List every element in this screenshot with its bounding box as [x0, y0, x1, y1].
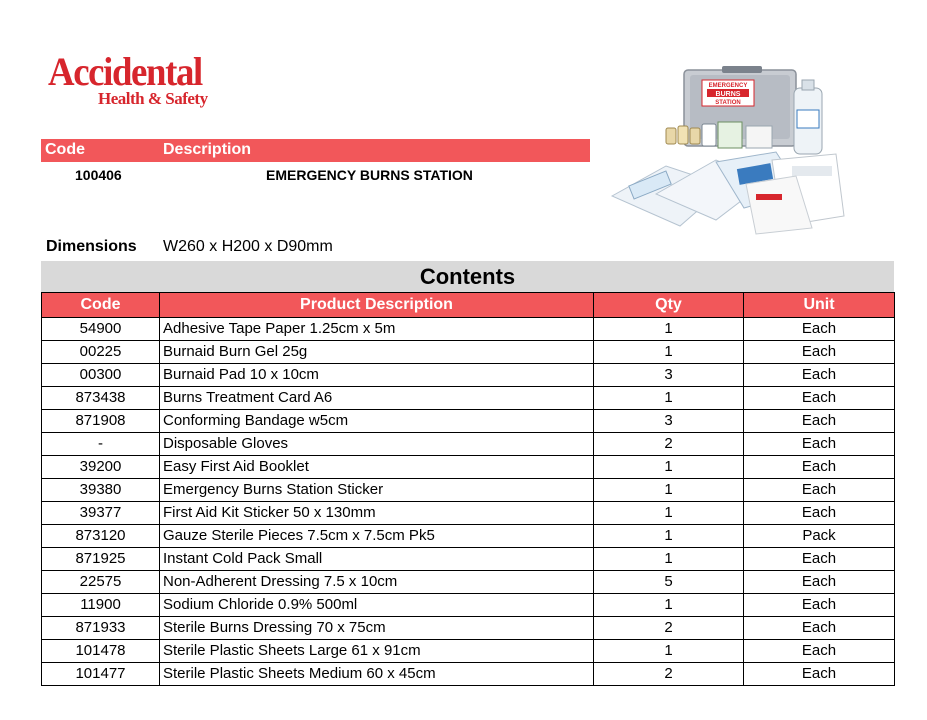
- code-header-label: Code: [45, 141, 85, 158]
- table-row: [42, 387, 895, 410]
- item-code: 871908: [42, 410, 160, 433]
- item-description: Adhesive Tape Paper 1.25cm x 5m: [160, 318, 594, 341]
- qty-column-header: Qty: [594, 293, 744, 318]
- table-row: [42, 525, 895, 548]
- item-description: Burnaid Pad 10 x 10cm: [160, 364, 594, 387]
- table-row: [42, 364, 895, 387]
- item-qty: 2: [594, 663, 744, 686]
- contents-title: Contents: [41, 261, 894, 292]
- item-qty: 1: [594, 525, 744, 548]
- item-code: 11900: [42, 594, 160, 617]
- item-code: 39377: [42, 502, 160, 525]
- kit-label-line3: STATION: [715, 100, 741, 106]
- item-qty: 3: [594, 364, 744, 387]
- item-description: Sterile Plastic Sheets Medium 60 x 45cm: [160, 663, 594, 686]
- item-description: Sterile Burns Dressing 70 x 75cm: [160, 617, 594, 640]
- code-column-header: Code: [42, 293, 160, 318]
- item-unit: Each: [744, 594, 895, 617]
- item-code: 101478: [42, 640, 160, 663]
- item-qty: 1: [594, 502, 744, 525]
- item-description: Burnaid Burn Gel 25g: [160, 341, 594, 364]
- item-code: 873120: [42, 525, 160, 548]
- table-row: [42, 571, 895, 594]
- table-row: [42, 433, 895, 456]
- item-code: 873438: [42, 387, 160, 410]
- table-row: [42, 341, 895, 364]
- table-row: [42, 410, 895, 433]
- item-qty: 1: [594, 456, 744, 479]
- item-unit: Each: [744, 617, 895, 640]
- kit-label-line1: EMERGENCY: [708, 83, 748, 89]
- table-row: [42, 594, 895, 617]
- table-row: [42, 456, 895, 479]
- item-description: Sodium Chloride 0.9% 500ml: [160, 594, 594, 617]
- item-unit: Each: [744, 364, 895, 387]
- table-row: [42, 617, 895, 640]
- item-qty: 1: [594, 479, 744, 502]
- item-qty: 1: [594, 548, 744, 571]
- item-code: 39380: [42, 479, 160, 502]
- brand-name: Accidental: [48, 49, 202, 94]
- description-header-label: Description: [163, 141, 252, 158]
- item-description: Instant Cold Pack Small: [160, 548, 594, 571]
- item-description: Gauze Sterile Pieces 7.5cm x 7.5cm Pk5: [160, 525, 594, 548]
- item-unit: Each: [744, 663, 895, 686]
- item-qty: 1: [594, 387, 744, 410]
- item-code: 22575: [42, 571, 160, 594]
- table-row: [42, 548, 895, 571]
- first-aid-kit-image: [606, 66, 862, 238]
- item-qty: 2: [594, 433, 744, 456]
- brand-logo: [48, 49, 218, 114]
- table-row: [42, 318, 895, 341]
- item-unit: Each: [744, 640, 895, 663]
- item-qty: 5: [594, 571, 744, 594]
- dimensions-label: Dimensions: [46, 238, 137, 255]
- item-unit: Each: [744, 387, 895, 410]
- product-header-bar: [41, 139, 590, 162]
- item-description: Non-Adherent Dressing 7.5 x 10cm: [160, 571, 594, 594]
- item-qty: 2: [594, 617, 744, 640]
- brand-tagline: Health & Safety: [98, 89, 208, 108]
- item-unit: Each: [744, 502, 895, 525]
- item-code: 101477: [42, 663, 160, 686]
- item-description: First Aid Kit Sticker 50 x 130mm: [160, 502, 594, 525]
- item-code: 00225: [42, 341, 160, 364]
- kit-label-line2: BURNS: [715, 91, 741, 98]
- item-code: 871933: [42, 617, 160, 640]
- dimensions-value: W260 x H200 x D90mm: [163, 238, 333, 255]
- item-code: -: [42, 433, 160, 456]
- item-qty: 1: [594, 640, 744, 663]
- item-code: 00300: [42, 364, 160, 387]
- item-qty: 1: [594, 341, 744, 364]
- item-qty: 3: [594, 410, 744, 433]
- item-description: Conforming Bandage w5cm: [160, 410, 594, 433]
- item-description: Emergency Burns Station Sticker: [160, 479, 594, 502]
- item-code: 871925: [42, 548, 160, 571]
- table-row: [42, 502, 895, 525]
- description-column-header: Product Description: [160, 293, 594, 318]
- item-unit: Each: [744, 433, 895, 456]
- item-unit: Each: [744, 341, 895, 364]
- item-qty: 1: [594, 318, 744, 341]
- item-code: 39200: [42, 456, 160, 479]
- table-row: [42, 479, 895, 502]
- product-code: 100406: [75, 167, 122, 183]
- item-unit: Each: [744, 318, 895, 341]
- table-row: [42, 663, 895, 686]
- item-code: 54900: [42, 318, 160, 341]
- table-header-row: [42, 293, 895, 318]
- item-description: Sterile Plastic Sheets Large 61 x 91cm: [160, 640, 594, 663]
- item-description: Disposable Gloves: [160, 433, 594, 456]
- item-unit: Each: [744, 571, 895, 594]
- item-unit: Pack: [744, 525, 895, 548]
- item-unit: Each: [744, 410, 895, 433]
- item-description: Easy First Aid Booklet: [160, 456, 594, 479]
- unit-column-header: Unit: [744, 293, 895, 318]
- item-unit: Each: [744, 479, 895, 502]
- contents-table: [41, 292, 895, 686]
- item-unit: Each: [744, 548, 895, 571]
- item-qty: 1: [594, 594, 744, 617]
- product-description: EMERGENCY BURNS STATION: [266, 167, 473, 183]
- item-unit: Each: [744, 456, 895, 479]
- table-row: [42, 640, 895, 663]
- item-description: Burns Treatment Card A6: [160, 387, 594, 410]
